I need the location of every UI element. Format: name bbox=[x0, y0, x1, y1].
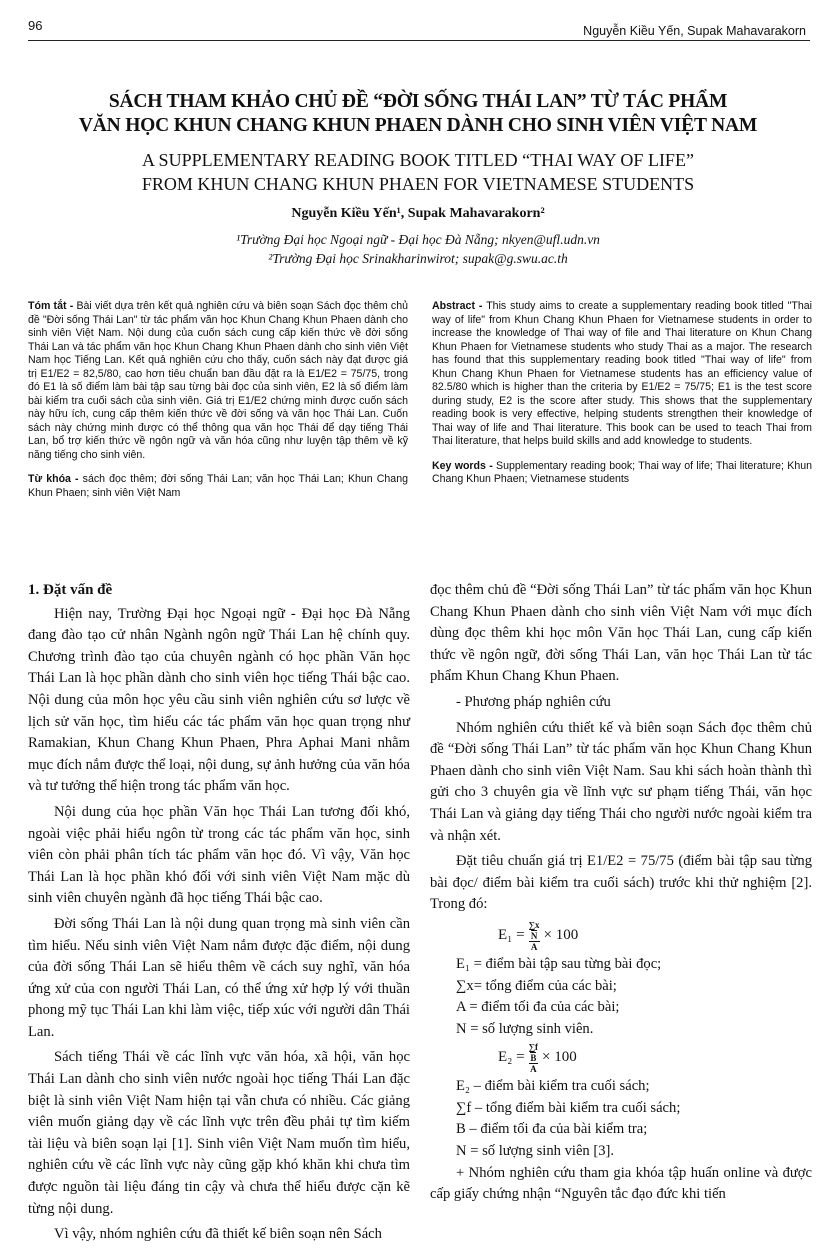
body-paragraph: Hiện nay, Trường Đại học Ngoại ngữ - Đại học Đà Nẵng đang đào tạo cử nhân Ngành ngôn ngữ Thái Lan hệ chính quy. Chương trình đào tạo của chuyên ngành có học phần Văn học Thái Lan là học phần dành cho sinh viên học tiếng Thái bậc cao. Nội dung của môn học yêu cầu sinh viên nghiên cứu sơ lược về lịch sử văn học, tìm hiểu các tác phẩm văn học quan trọng như Ramakian, Khun Chang Khun Phaen, Phra Aphai Mani nhằm mục đích nắm được thể loại, nội dung, sự ảnh hưởng của văn hóa và tư tưởng thể hiện trong tác phẩm văn học. bbox=[28, 605, 410, 795]
abstract-vi-text: Bài viết dựa trên kết quả nghiên cứu và biên soạn Sách đọc thêm chủ đề "Đời sống Thái Lan" từ tác phẩm văn học Khun Chang Khun Phaen dành cho sinh viên Việt Nam. Nội dung của cuốn sách cung cấp kiến thức về đời sống Thái Lan và tác phẩm văn học Khun Chang Khun Phaen dành cho sinh viên Việt Nam học Tiếng Lan. Kết quả nghiên cứu cho thấy, cuốn sách này đạt được giá trị E1/E2 = 82,5/80, cao hơn tiêu chuẩn ban đầu đặt ra là E1/E2 = 75/75, trong đó E1 là số điểm làm bài tập sau từng bài đọc của sinh viên, E2 là số điểm làm bài kiểm tra cuối sách của sinh viên. Giá trị E1/E2 chứng minh được cuốn sách này hữu ích, cung cấp thêm kiến thức về đời sống và văn học Thái Lan. Cuốn sách này chứng minh được có thể thông qua văn học Thái để dạy tiếng Thái Lan, bổ trợ kiến thức về ngôn ngữ và văn hóa cũng như luyện tập thêm về kỹ năng tiếng cho sinh viên. bbox=[28, 300, 408, 461]
abstract-english bbox=[432, 300, 812, 498]
keywords-vi-label: Từ khóa - bbox=[28, 473, 79, 485]
denominator: A bbox=[530, 1064, 537, 1075]
definition: N = số lượng sinh viên. bbox=[456, 1020, 594, 1037]
abstract-en-text: This study aims to create a supplementary reading book titled "Thai way of life" from Khun Chang Khun Phaen for Vietnamese students in order to increase the knowledge of Thai way of file and Thai literature on Khun Chang Khun Phaen for Vietnamese students who study Thai as a major. The research has found that this supplementary reading book titled "Thai way of life" from Khun Chang Khun Phaen for Vietnamese students has an efficiency value of 82.5/80 which is higher than the criteria by E1/E2 = 75/75; E1 is the test score during study, E2 is the score after study. This shows that the supplementary reading book is very effective, helping students strengthen their knowledge of Thai way of life and Thai literature. This book can be used to teach Thai from Thai literature, that helps build skills and add knowledge to students. bbox=[432, 300, 812, 447]
title-en-line2: FROM KHUN CHANG KHUN PHAEN FOR VIETNAMESE STUDENTS bbox=[141, 174, 695, 194]
body-paragraph: Sách tiếng Thái về các lĩnh vực văn hóa, xã hội, văn học Thái Lan dành cho sinh viên nước ngoài học tiếng Thái Lan đặc biệt là sinh viên Việt Nam hiện tại vẫn chưa có nhiều. Các giảng viên muốn giảng dạy về các lĩnh vực trên đều phải tự tìm kiếm tài liệu và biên soạn lại [1]. Sinh viên Việt Nam muốn tìm hiểu, nghiên cứu về các lĩnh vực này cũng gặp khó khăn khi chưa tìm được nguồn tài liệu đáng tin cậy và chưa thể hiểu được cặn kẽ từng nội dung. bbox=[28, 1049, 410, 1217]
abstract-vietnamese bbox=[28, 300, 408, 511]
page-number: 96 bbox=[28, 18, 43, 33]
definition: E₂ – điểm bài kiểm tra cuối sách; bbox=[456, 1078, 650, 1095]
affiliation-1: ¹Trường Đại học Ngoại ngữ - Đại học Đà Nẵng; nkyen@ufl.udn.vn bbox=[236, 232, 600, 247]
keywords-en: Supplementary reading book; Thai way of life; Thai literature; Khun Chang Khun Phaen; Vietnamese students bbox=[432, 459, 812, 485]
fraction bbox=[529, 920, 540, 952]
body-right-column bbox=[430, 580, 812, 1210]
title-english bbox=[0, 148, 836, 196]
formula-e2 bbox=[430, 1042, 812, 1074]
abstract-vi-label: Tóm tắt - bbox=[28, 300, 74, 312]
body-paragraph: Nội dung của học phần Văn học Thái Lan tương đối khó, ngoài việc phải hiểu ngôn từ trong các tác phẩm văn học, sinh viên còn phải phân tích tác phẩm văn học đó. Vì vậy, Văn học Thái Lan là học phần khó đối với sinh viên Việt Nam mặc dù sinh viên chuyên ngành đã học tiếng Thái bậc cao. bbox=[28, 803, 410, 907]
title-en-line1: A SUPPLEMENTARY READING BOOK TITLED “THAI WAY OF LIFE” bbox=[142, 150, 694, 170]
affiliation-2: ²Trường Đại học Srinakharinwirot; supak@g.swu.ac.th bbox=[268, 251, 568, 266]
formula-lhs: E₁ = bbox=[498, 927, 525, 944]
denominator: A bbox=[530, 941, 538, 952]
title-vi-line2: VĂN HỌC KHUN CHANG KHUN PHAEN DÀNH CHO SINH VIÊN VIỆT NAM bbox=[78, 115, 758, 136]
definition: ∑x= tổng điểm của các bài; bbox=[456, 977, 617, 994]
body-paragraph: đọc thêm chủ đề “Đời sống Thái Lan” từ tác phẩm văn học Khun Chang Khun Phaen dành cho sinh viên Việt Nam với mục đích dùng đọc thêm khi học môn Văn học Thái Lan, cung cấp kiến thức về ngôn ngữ, đời sống Thái Lan, văn học Thái Lan từ tác phẩm Khun Chang Khun Phaen. bbox=[430, 582, 812, 685]
body-paragraph: Đặt tiêu chuẩn giá trị E1/E2 = 75/75 (điểm bài tập sau từng bài đọc/ điểm bài kiểm tra cuối sách) trước khi thử nghiệm [2]. Trong đó: bbox=[430, 853, 812, 913]
title-vi-line1: SÁCH THAM KHẢO CHỦ ĐỀ “ĐỜI SỐNG THÁI LAN” TỪ TÁC PHẨM bbox=[108, 91, 728, 112]
numerator: ∑x bbox=[528, 919, 540, 930]
body-paragraph: Nhóm nghiên cứu thiết kế và biên soạn Sách đọc thêm chủ đề “Đời sống Thái Lan” từ tác phẩm văn học Khun Chang Khun Phaen dành cho sinh viên Việt Nam. Sau khi sách hoàn thành thì gửi cho 3 chuyên gia về lĩnh vực sư phạm tiếng Thái, văn học Thái Lan và giảng dạy tiếng Thái cho người nước ngoài kiểm tra và nhận xét. bbox=[430, 719, 812, 844]
keywords-vi: sách đọc thêm; đời sống Thái Lan; văn học Thái Lan; Khun Chang Khun Phaen; sinh viên Việt Nam bbox=[28, 473, 408, 499]
method-heading: - Phương pháp nghiên cứu bbox=[456, 693, 611, 710]
inner-denominator: N bbox=[530, 930, 538, 941]
numerator: ∑f bbox=[528, 1042, 539, 1053]
keywords-en-label: Key words - bbox=[432, 459, 493, 472]
body-left-column bbox=[28, 580, 410, 1250]
definition: ∑f – tổng điểm bài kiểm tra cuối sách; bbox=[456, 1099, 681, 1116]
inner-denominator: B bbox=[530, 1053, 537, 1064]
body-paragraph: Vì vậy, nhóm nghiên cứu đã thiết kế biên soạn nên Sách bbox=[54, 1226, 382, 1243]
body-paragraph: Đời sống Thái Lan là nội dung quan trọng mà sinh viên cần tìm hiểu. Nếu sinh viên Việt Nam nắm được đặc điểm, nội dung của đời sống Thái Lan sẽ hiểu thêm về cách suy nghĩ, văn hóa ứng xử của con người Thái Lan, có thể ứng xử hợp lý với thuần phong mỹ tục Thái Lan khi làm việc, tiếp xúc với người dân Thái Lan. bbox=[28, 915, 410, 1040]
running-header-authors: Nguyễn Kiều Yến, Supak Mahavarakorn bbox=[583, 24, 806, 38]
definition: E₁ = điểm bài tập sau từng bài đọc; bbox=[456, 955, 662, 972]
formula-lhs: E₂ = bbox=[498, 1049, 525, 1066]
definition: B – điểm tối đa của bài kiểm tra; bbox=[456, 1121, 648, 1138]
definition: N = số lượng sinh viên [3]. bbox=[456, 1143, 615, 1160]
formula-e1 bbox=[430, 920, 812, 952]
author-line: Nguyễn Kiều Yến¹, Supak Mahavarakorn² bbox=[291, 206, 545, 221]
section-heading: 1. Đặt vấn đề bbox=[28, 582, 113, 598]
abstract-en-label: Abstract - bbox=[432, 300, 483, 312]
title-vietnamese bbox=[0, 90, 836, 138]
formula-rhs: × 100 bbox=[542, 1049, 577, 1066]
fraction bbox=[529, 1042, 538, 1074]
definition: A = điểm tối đa của các bài; bbox=[456, 999, 620, 1016]
header-rule bbox=[28, 40, 810, 41]
formula-rhs: × 100 bbox=[543, 927, 579, 944]
body-paragraph: + Nhóm nghiên cứu tham gia khóa tập huấn online và được cấp giấy chứng nhận “Nguyên tắc đạo đức khi tiến bbox=[430, 1164, 812, 1203]
